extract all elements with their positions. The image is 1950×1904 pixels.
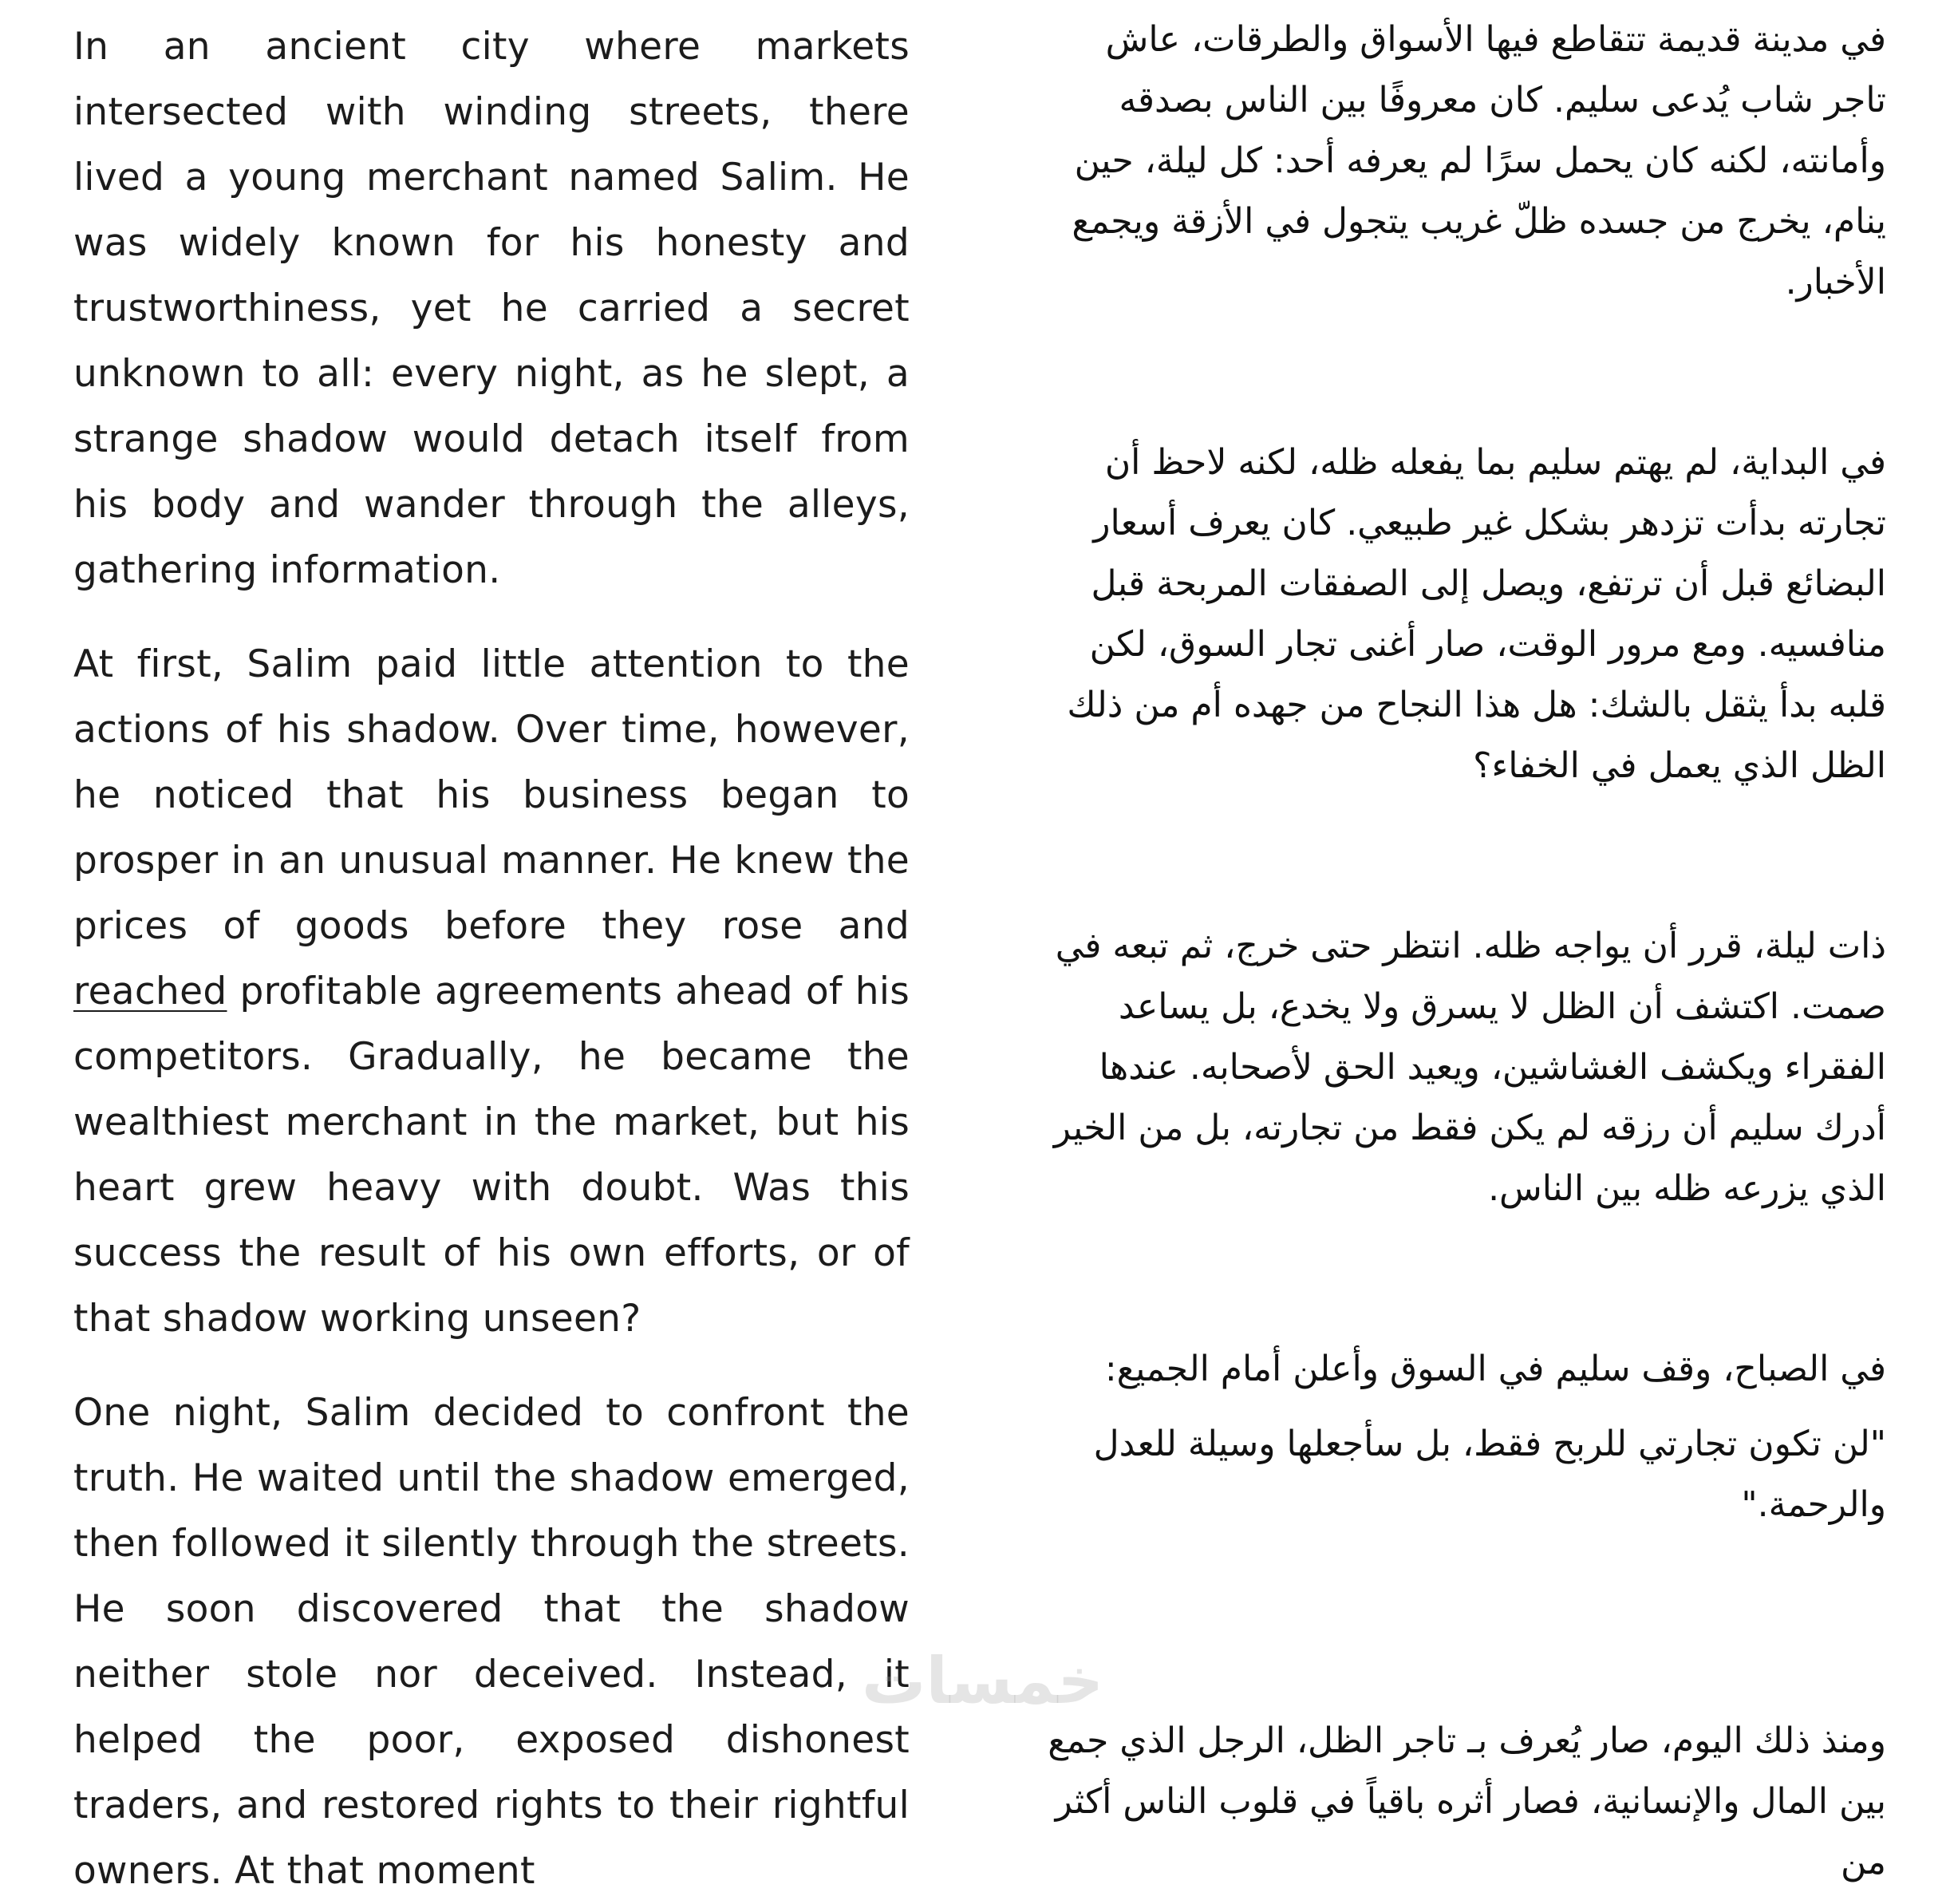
english-paragraph-2-end: profitable agreements ahead of his competitors. Gradually, he became the wealthiest merchant in the market, but his heart grew heavy with doubt. Was this success the result of his own efforts, or of that shadow working unseen? [73, 970, 910, 1341]
arabic-quote: "لن تكون تجارتي للربح فقط، بل سأجعلها وسيلة للعدل والرحمة." [1093, 1424, 1886, 1525]
watermark-logo: خمسات [862, 1644, 1104, 1718]
english-paragraph-1: In an ancient city where markets intersected with winding streets, there lived a young merchant named Salim. He was widely known for his honesty and trustworthiness, yet he carried a secret unknown to all: every night, as he slept, a strange shadow would detach itself from his body and wander through the alleys, gathering information. [73, 25, 910, 592]
arabic-paragraph-2: في البداية، لم يهتم سليم بما يفعله ظله، لكنه لاحظ أن تجارته بدأت تزدهر بشكل غير طبيعي. كان يعرف أسعار البضائع قبل أن ترتفع، ويصل إلى الصفقات المربحة قبل منافسيه. ومع مرور الوقت، صار أغنى تجار السوق، لكن قلبه بدأ يثقل بالشك: هل هذا النجاح من جهده أم من ذلك الظل الذي يعمل في الخفاء؟ [1067, 442, 1886, 786]
arabic-paragraph-4: في الصباح، وقف سليم في السوق وأعلن أمام الجميع: [1104, 1349, 1886, 1389]
english-column [73, 14, 910, 1904]
arabic-column [1037, 10, 1886, 1893]
english-paragraph-2-start: At first, Salim paid little attention to the actions of his shadow. Over time, however, he noticed that his business began to prosper in an unusual manner. He knew the prices of goods before they rose and [73, 642, 910, 948]
arabic-paragraph-1: في مدينة قديمة تتقاطع فيها الأسواق والطرقات، عاش تاجر شاب يُدعى سليم. كان معروفًا بين الناس بصدقه وأمانته، لكنه كان يحمل سرًا لم يعرفه أحد: كل ليلة، حين ينام، يخرج من جسده ظلّ غريب يتجول في الأزقة ويجمع الأخبار. [1072, 19, 1886, 302]
english-paragraph-2 [73, 632, 910, 1352]
english-paragraph-3: One night, Salim decided to confront the truth. He waited until the shadow emerged, then followed it silently through the streets. He soon discovered that the shadow neither stole nor deceived. Instead, it helped the poor, exposed dishonest traders, and restored rights to their rightful owners. At that moment [73, 1391, 910, 1893]
arabic-paragraph-6: ومنذ ذلك اليوم، صار يُعرف بـ تاجر الظل، الرجل الذي جمع بين المال والإنسانية، فصار أثره باقياً في قلوب الناس أكثر من [1048, 1720, 1886, 1882]
arabic-paragraph-3: ذات ليلة، قرر أن يواجه ظله. انتظر حتى خرج، ثم تبعه في صمت. اكتشف أن الظل لا يسرق ولا يخدع، بل يساعد الفقراء ويكشف الغشاشين، ويعيد الحق لأصحابه. عندها أدرك سليم أن رزقه لم يكن فقط من تجارته، بل من الخير الذي يزرعه ظله بين الناس. [1053, 926, 1886, 1209]
underlined-word: reached [73, 970, 227, 1013]
